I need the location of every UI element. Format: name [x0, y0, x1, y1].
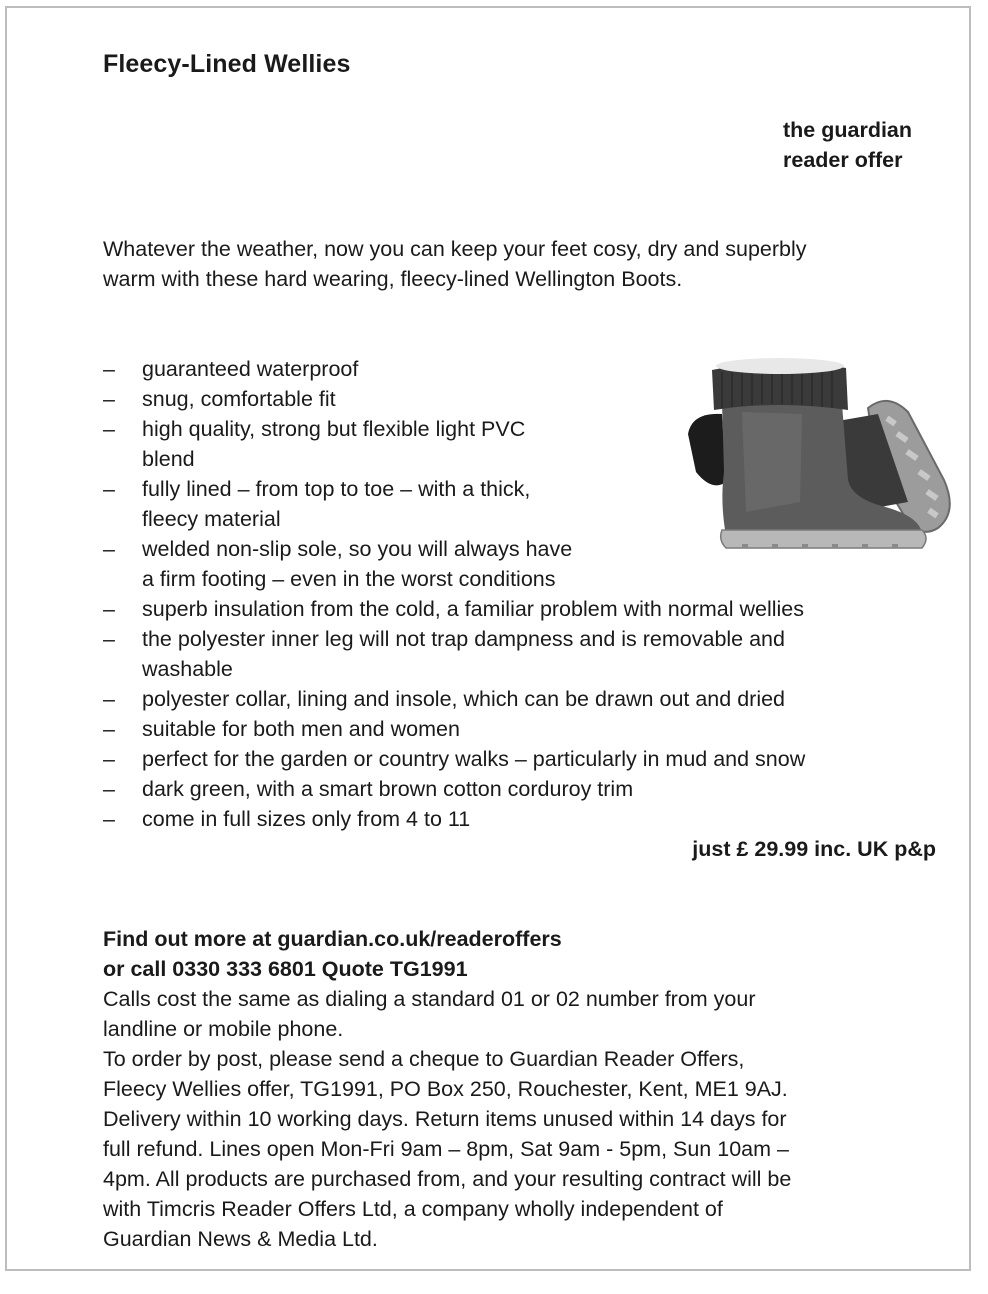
feature-text: snug, comfortable fit	[142, 387, 336, 411]
feature-item	[103, 684, 943, 714]
dash-bullet-icon: –	[103, 777, 115, 801]
feature-text: superb insulation from the cold, a familiar problem with normal wellies	[142, 597, 805, 621]
dash-bullet-icon: –	[103, 807, 115, 831]
website-line: Find out more at guardian.co.uk/readeroffers	[103, 927, 562, 951]
feature-text: dark green, with a smart brown cotton corduroy trim	[142, 777, 634, 801]
terms-line: with Timcris Reader Offers Ltd, a company wholly independent of	[103, 1197, 723, 1221]
terms-line: Guardian News & Media Ltd.	[103, 1227, 378, 1251]
terms-line: full refund. Lines open Mon-Fri 9am – 8pm, Sat 9am - 5pm, Sun 10am –	[103, 1137, 789, 1161]
brand-line-1: the guardian	[783, 118, 913, 142]
terms-line: 4pm. All products are purchased from, and your resulting contract will be	[103, 1167, 792, 1191]
dash-bullet-icon: –	[103, 387, 115, 411]
price-label: just £ 29.99 inc. UK p&p	[692, 837, 936, 861]
dash-bullet-icon: –	[103, 357, 115, 381]
page-title: Fleecy-Lined Wellies	[103, 50, 351, 78]
feature-item	[103, 474, 662, 534]
feature-item	[103, 534, 662, 594]
terms-line: Calls cost the same as dialing a standard 01 or 02 number from your	[103, 987, 756, 1011]
terms-line: Delivery within 10 working days. Return items unused within 14 days for	[103, 1107, 787, 1131]
feature-item	[103, 624, 943, 684]
feature-text: high quality, strong but flexible light PVC	[142, 417, 526, 441]
feature-text: washable	[142, 657, 233, 681]
feature-item	[103, 414, 662, 474]
feature-text: come in full sizes only from 4 to 11	[142, 807, 471, 831]
dash-bullet-icon: –	[103, 417, 115, 441]
dash-bullet-icon: –	[103, 597, 115, 621]
feature-text: fully lined – from top to toe – with a thick,	[142, 477, 531, 501]
features-list	[103, 354, 943, 834]
feature-item	[103, 744, 943, 774]
brand-label	[783, 115, 912, 175]
feature-text: welded non-slip sole, so you will always have	[142, 537, 573, 561]
dash-bullet-icon: –	[103, 477, 115, 501]
feature-text: guaranteed waterproof	[142, 357, 359, 381]
intro-line: warm with these hard wearing, fleecy-lined Wellington Boots.	[103, 267, 683, 291]
feature-item	[103, 804, 943, 834]
dash-bullet-icon: –	[103, 687, 115, 711]
intro-paragraph	[103, 234, 953, 294]
feature-text: fleecy material	[142, 507, 281, 531]
feature-text: perfect for the garden or country walks – particularly in mud and snow	[142, 747, 806, 771]
feature-text: suitable for both men and women	[142, 717, 460, 741]
terms-line: landline or mobile phone.	[103, 1017, 344, 1041]
feature-item	[103, 774, 943, 804]
dash-bullet-icon: –	[103, 717, 115, 741]
dash-bullet-icon: –	[103, 747, 115, 771]
feature-item	[103, 714, 943, 744]
feature-text: polyester collar, lining and insole, which can be drawn out and dried	[142, 687, 786, 711]
contact-section	[103, 924, 943, 1254]
phone-line: or call 0330 333 6801 Quote TG1991	[103, 957, 468, 981]
intro-line: Whatever the weather, now you can keep your feet cosy, dry and superbly	[103, 237, 807, 261]
brand-line-2: reader offer	[783, 148, 903, 172]
dash-bullet-icon: –	[103, 537, 115, 561]
terms-line: Fleecy Wellies offer, TG1991, PO Box 250, Rouchester, Kent, ME1 9AJ.	[103, 1077, 788, 1101]
feature-item	[103, 594, 943, 624]
feature-text: blend	[142, 447, 195, 471]
feature-text: a firm footing – even in the worst conditions	[142, 567, 556, 591]
feature-text: the polyester inner leg will not trap dampness and is removable and	[142, 627, 785, 651]
dash-bullet-icon: –	[103, 627, 115, 651]
terms-line: To order by post, please send a cheque to Guardian Reader Offers,	[103, 1047, 745, 1071]
feature-item	[103, 354, 943, 384]
feature-item	[103, 384, 943, 414]
